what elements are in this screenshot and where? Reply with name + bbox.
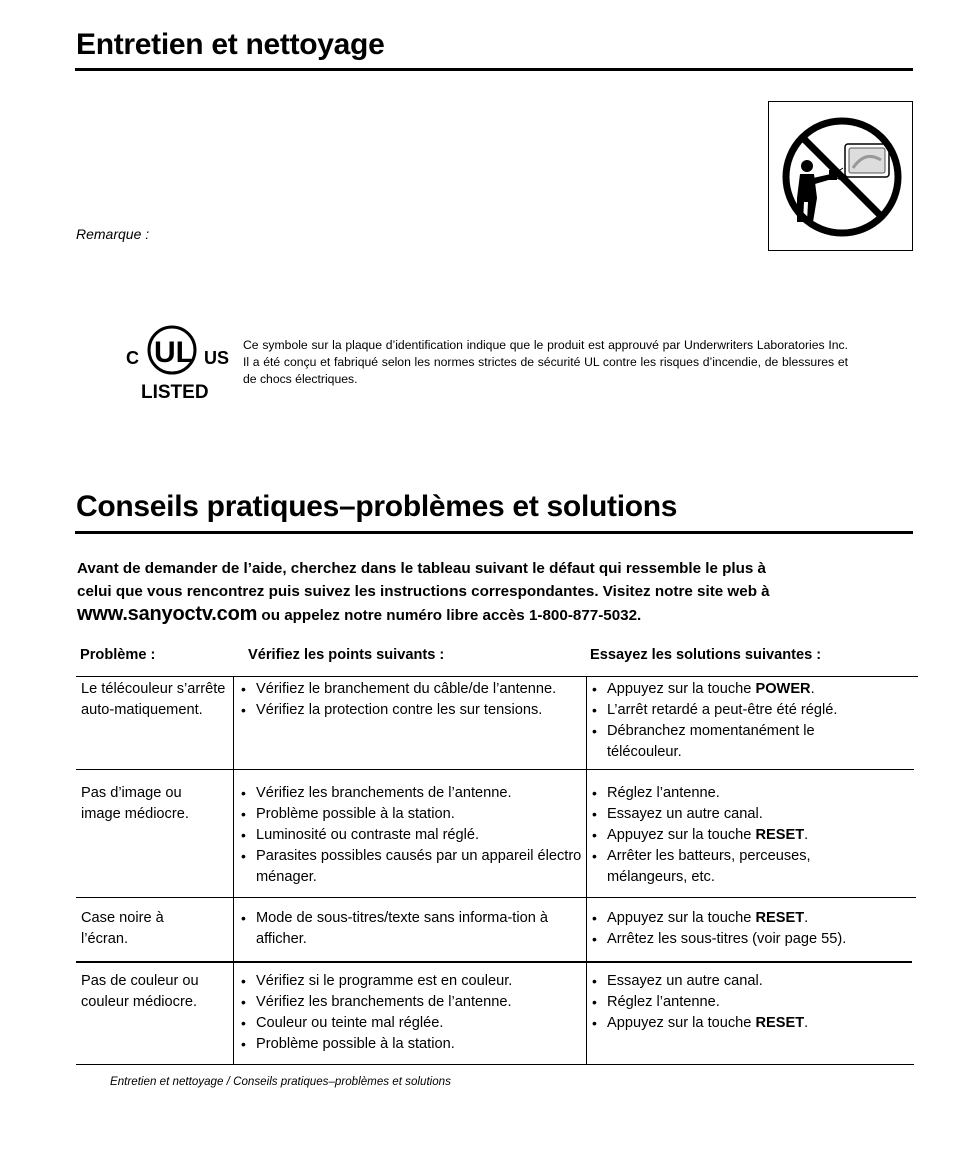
table-cell-checks — [240, 679, 584, 721]
list-item: • Appuyez sur la touche POWER. — [591, 679, 911, 700]
table-rule — [76, 897, 916, 898]
table-cell-checks — [240, 908, 580, 950]
list-item: • Problème possible à la station. — [240, 1034, 584, 1055]
table-cell-problem: Pas de couleur ou couleur médiocre. — [81, 973, 199, 1010]
list-item: • Vérifiez si le programme est en couleur. — [240, 971, 584, 992]
ul-description: Ce symbole sur la plaque d’identification indique que le produit est approuvé par Underwriters Laboratories Inc. Il a été conçu et fabriqué selon les normes strictes de sécurité UL contre les risques d’incendie, de blessures et de chocs électriques. — [243, 338, 848, 386]
table-cell-solutions — [591, 679, 911, 763]
table-rule — [76, 961, 912, 963]
table-cell-checks — [240, 783, 584, 888]
list-item: • Arrêtez les sous-titres (voir page 55). — [591, 929, 911, 950]
list-item: • Débranchez momentanément le télécouleur. — [591, 721, 881, 763]
list-item: • Essayez un autre canal. — [591, 804, 911, 825]
column-divider — [233, 676, 234, 1064]
section-title-troubleshooting: Conseils pratiques–problèmes et solutions — [76, 490, 678, 523]
table-rule — [76, 676, 918, 677]
remark-label: Remarque : — [76, 226, 150, 242]
list-item: • Vérifiez la protection contre les sur tensions. — [240, 700, 584, 721]
table-cell-solutions — [591, 971, 911, 1034]
intro-paragraph — [77, 558, 877, 628]
intro-line — [77, 603, 877, 628]
page-footer: Entretien et nettoyage / Conseils pratiques–problèmes et solutions — [110, 1075, 451, 1088]
no-spray-cleaner-icon — [768, 101, 913, 251]
column-header-checks: Vérifiez les points suivants : — [248, 647, 445, 663]
list-item: • Parasites possibles causés par un appareil électro ménager. — [240, 846, 584, 888]
intro-line: celui que vous rencontrez puis suivez les instructions correspondantes. Visitez notre site web à — [77, 582, 770, 600]
list-item: • Essayez un autre canal. — [591, 971, 911, 992]
list-item: • Appuyez sur la touche RESET. — [591, 1013, 911, 1034]
list-item: • Vérifiez les branchements de l’antenne. — [240, 992, 584, 1013]
intro-line-end: ou appelez notre numéro libre accès 1-800-877-5032. — [257, 607, 642, 624]
ul-c-text: C — [126, 348, 139, 368]
ul-us-text: US — [204, 348, 230, 368]
section-title-maintenance: Entretien et nettoyage — [76, 28, 385, 61]
title-rule — [75, 68, 913, 71]
list-item: • Arrêter les batteurs, perceuses, mélangeurs, etc. — [591, 846, 861, 888]
list-item: • Vérifiez les branchements de l’antenne. — [240, 783, 584, 804]
list-item: • Réglez l’antenne. — [591, 992, 911, 1013]
table-cell-problem: Le télécouleur s’arrête auto-matiquement. — [81, 681, 226, 718]
column-header-solutions: Essayez les solutions suivantes : — [590, 647, 822, 663]
table-cell-checks — [240, 971, 584, 1055]
list-item: • Luminosité ou contraste mal réglé. — [240, 825, 584, 846]
table-cell-problem: Case noire à l’écran. — [81, 910, 164, 947]
intro-line: Avant de demander de l’aide, cherchez dans le tableau suivant le défaut qui ressemble le plus à — [77, 560, 767, 577]
ul-listed-logo-icon — [124, 318, 234, 407]
list-item: • Mode de sous-titres/texte sans informa-tion à afficher. — [240, 908, 580, 950]
list-item: • Problème possible à la station. — [240, 804, 584, 825]
table-cell-solutions — [591, 908, 911, 950]
list-item: • Vérifiez le branchement du câble/de l’antenne. — [240, 679, 584, 700]
title-rule — [75, 531, 913, 534]
ul-center-text: UL — [154, 336, 194, 369]
list-item: • Couleur ou teinte mal réglée. — [240, 1013, 584, 1034]
list-item: • Réglez l’antenne. — [591, 783, 911, 804]
column-header-problem: Problème : — [80, 647, 156, 663]
table-rule — [76, 769, 914, 770]
ul-listed-text: LISTED — [141, 382, 209, 402]
website-link[interactable]: www.sanyoctv.com — [77, 603, 258, 625]
table-cell-solutions — [591, 783, 911, 888]
table-cell-problem: Pas d’image ou image médiocre. — [81, 785, 189, 822]
table-rule — [76, 1064, 914, 1065]
list-item: • L’arrêt retardé a peut-être été réglé. — [591, 700, 911, 721]
column-divider — [586, 676, 587, 1064]
list-item: • Appuyez sur la touche RESET. — [591, 825, 911, 846]
list-item: • Appuyez sur la touche RESET. — [591, 908, 911, 929]
